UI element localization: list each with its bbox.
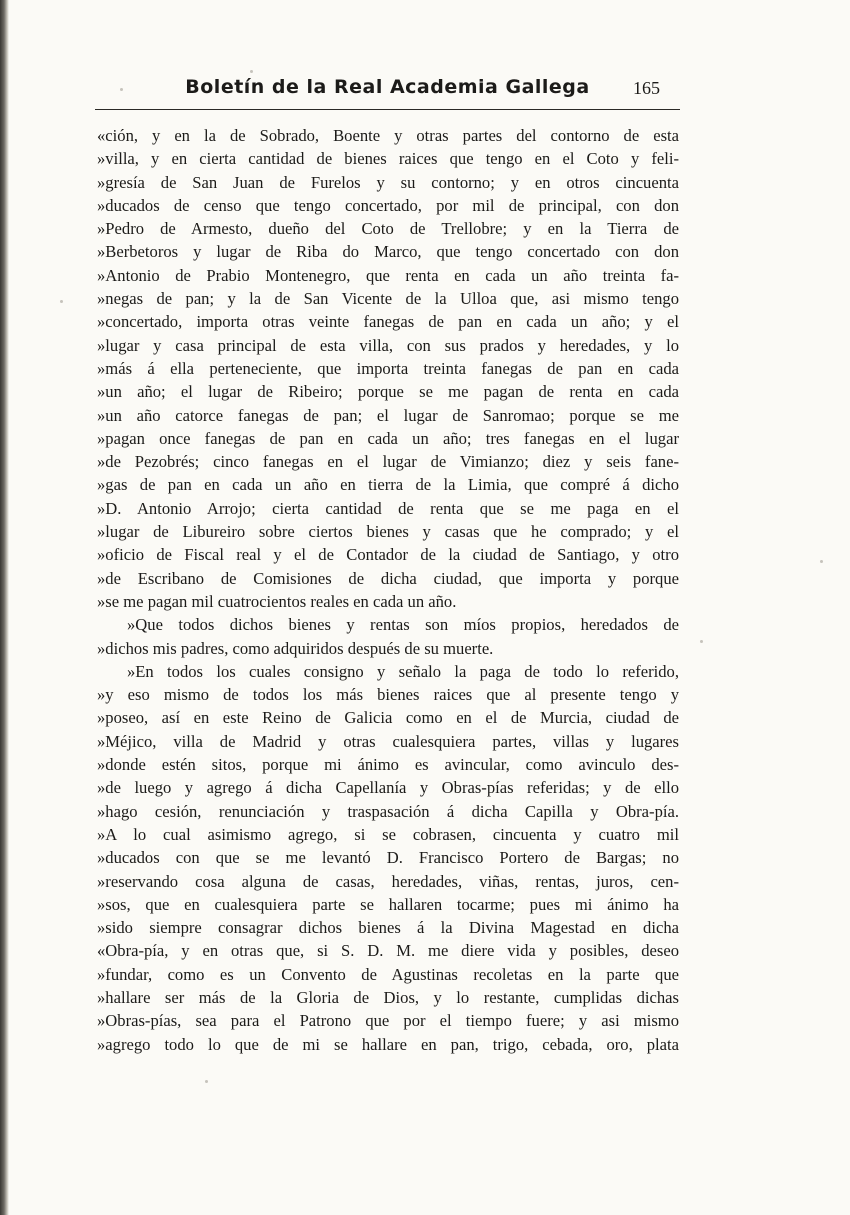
text-line: »lugar y casa principal de esta villa, con sus prados y heredades, y lo — [97, 335, 679, 355]
text-line: «ción, y en la de Sobrado, Boente y otras partes del contorno de esta — [97, 126, 679, 145]
text-line: »y eso mismo de todos los más bienes raices que al presente tengo y — [97, 685, 679, 705]
text-line: »ducados de censo que tengo concertado, por mil de principal, con don — [97, 195, 679, 215]
text-line: »fundar, como es un Convento de Agustinas recoletas en la parte que — [97, 964, 679, 984]
body-text — [97, 124, 679, 1056]
text-line: »gas de pan en cada un año en tierra de la Limia, que compré á dicho — [97, 475, 679, 495]
book-binding-edge — [0, 0, 9, 1215]
text-line: »de Escribano de Comisiones de dicha ciudad, que importa y porque — [97, 568, 679, 588]
text-line: »Antonio de Prabio Montenegro, que renta en cada un año treinta fa- — [97, 265, 679, 285]
text-line: »lugar de Libureiro sobre ciertos bienes y casas que he comprado; y el — [97, 522, 679, 542]
paper-speck — [205, 1080, 208, 1083]
text-line: »oficio de Fiscal real y el de Contador de la ciudad de Santiago, y otro — [97, 545, 679, 565]
header-rule — [95, 109, 680, 110]
text-line: »agrego todo lo que de mi se hallare en pan, trigo, cebada, oro, plata — [97, 1034, 679, 1054]
text-line: »de luego y agrego á dicha Capellanía y Obras-pías referidas; y de ello — [97, 778, 679, 798]
text-line: »concertado, importa otras veinte fanegas de pan en cada un año; y el — [97, 312, 679, 332]
page-number: 165 — [633, 78, 660, 98]
text-line: »dichos mis padres, como adquiridos después de su muerte. — [97, 638, 494, 658]
text-line: »sido siempre consagrar dichos bienes á la Divina Magestad en dicha — [97, 918, 679, 938]
text-line: »villa, y en cierta cantidad de bienes raices que tengo en el Coto y feli- — [97, 149, 679, 169]
text-line: »Pedro de Armesto, dueño del Coto de Trellobre; y en la Tierra de — [97, 219, 679, 239]
text-line: »se me pagan mil cuatrocientos reales en cada un año. — [97, 591, 457, 611]
text-line: »donde estén sitos, porque mi ánimo es avincular, como avinculo des- — [97, 755, 679, 775]
text-line: »ducados con que se me levantó D. Francisco Portero de Bargas; no — [97, 848, 679, 868]
text-line: »hallare ser más de la Gloria de Dios, y lo restante, cumplidas dichas — [97, 987, 679, 1007]
text-line: »Obras-pías, sea para el Patrono que por el tiempo fuere; y asi mismo — [97, 1011, 679, 1031]
text-line: «Obra-pía, y en otras que, si S. D. M. me diere vida y posibles, deseo — [97, 941, 679, 961]
paragraph-start: »Que todos dichos bienes y rentas son míos propios, heredados de — [127, 615, 679, 635]
text-line: »pagan once fanegas de pan en cada un año; tres fanegas en el lugar — [97, 428, 679, 448]
text-line: »D. Antonio Arrojo; cierta cantidad de renta que se me paga en el — [97, 498, 679, 518]
text-line: »reservando cosa alguna de casas, heredades, viñas, rentas, juros, cen- — [97, 871, 679, 891]
text-line: »poseo, así en este Reino de Galicia como en el de Murcia, ciudad de — [97, 708, 679, 728]
text-line: »A lo cual asimismo agrego, si se cobrasen, cincuenta y cuatro mil — [97, 824, 679, 844]
paper-speck — [700, 640, 703, 643]
text-line: »un año; el lugar de Ribeiro; porque se me pagan de renta en cada — [97, 382, 679, 402]
text-line: »más á ella perteneciente, que importa treinta fanegas de pan en cada — [97, 358, 679, 378]
text-line: »gresía de San Juan de Furelos y su contorno; y en otros cincuenta — [97, 172, 679, 192]
running-header — [95, 76, 680, 106]
paper-speck — [60, 300, 63, 303]
text-line: »sos, que en cualesquiera parte se hallaren tocarme; pues mi ánimo ha — [97, 894, 679, 914]
paper-speck — [250, 70, 253, 73]
text-line: »de Pezobrés; cinco fanegas en el lugar de Vimianzo; diez y seis fane- — [97, 452, 679, 472]
text-line: »negas de pan; y la de San Vicente de la Ulloa que, asi mismo tengo — [97, 289, 679, 309]
text-line: »hago cesión, renunciación y traspasación á dicha Capilla y Obra-pía. — [97, 801, 679, 821]
text-line: »Berbetoros y lugar de Riba do Marco, que tengo concertado con don — [97, 242, 679, 262]
paragraph-start: »En todos los cuales consigno y señalo la paga de todo lo referido, — [127, 661, 679, 681]
text-line: »Méjico, villa de Madrid y otras cualesquiera partes, villas y lugares — [97, 731, 679, 751]
paper-speck — [820, 560, 823, 563]
journal-title: Boletín de la Real Academia Gallega — [185, 76, 590, 98]
text-line: »un año catorce fanegas de pan; el lugar de Sanromao; porque se me — [97, 405, 679, 425]
